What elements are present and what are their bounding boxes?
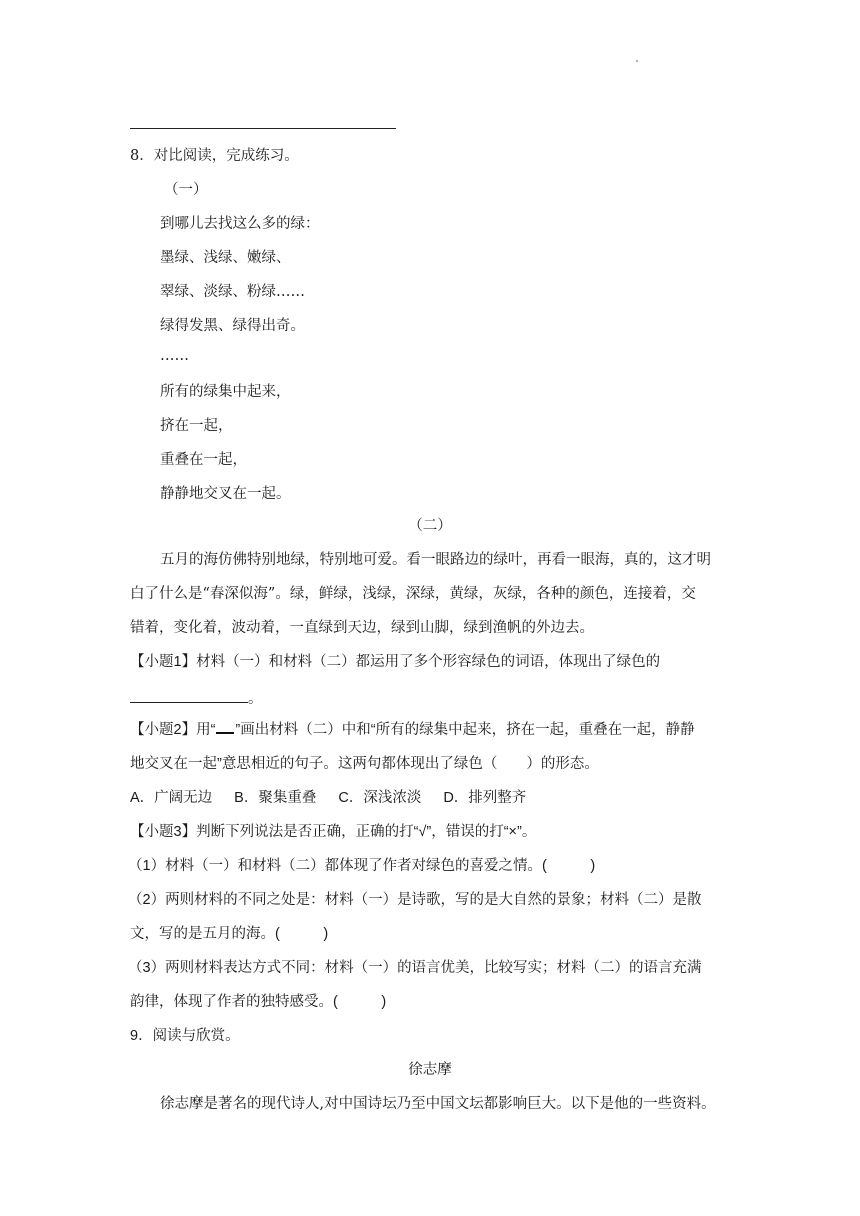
answer-blank[interactable] [130, 688, 248, 703]
underline-mark [216, 720, 234, 734]
sub-question-label: 【小题1】 [130, 654, 197, 670]
q9-paragraph: 徐志摩是著名的现代诗人,对中国诗坛乃至中国文坛都影响巨大。以下是他的一些资料。 [160, 1096, 716, 1112]
material-1-heading: （一） [164, 182, 208, 198]
prose-line: 白了什么是“春深似海”。绿，鲜绿，浅绿，深绿，黄绿，灰绿，各种的颜色，连接着，交 [130, 586, 696, 602]
sub-question-2 [130, 720, 695, 740]
sub-question-2-line2: 地交叉在一起”意思相近的句子。这两句都体现出了绿色（ ）的形态。 [130, 756, 599, 772]
judge-item-2-cont: 文，写的是五月的海。( ) [130, 926, 329, 942]
poem-line: 墨绿、浅绿、嫩绿、 [160, 250, 291, 266]
judge-item-3: （3）两则材料表达方式不同：材料（一）的语言优美，比较写实；材料（二）的语言充满 [128, 960, 702, 976]
answer-line [130, 128, 396, 129]
sub-question-label: 【小题3】 [130, 824, 197, 840]
q9-heading: 徐志摩 [408, 1062, 452, 1078]
sub-question-3 [130, 822, 536, 842]
period: 。 [248, 691, 263, 707]
sub-question-text: 判断下列说法是否正确，正确的打“√”，错误的打“×”。 [196, 824, 537, 840]
poem-line: 重叠在一起， [160, 452, 247, 468]
poem-line: 挤在一起， [160, 418, 233, 434]
judge-item-2: （2）两则材料的不同之处是：材料（一）是诗歌，写的是大自然的景象；材料（二）是散 [128, 892, 702, 908]
option-a[interactable]: A．广阔无边 [130, 790, 213, 806]
material-2-heading: （二） [408, 518, 452, 534]
q8-title: 8．对比阅读，完成练习。 [130, 148, 299, 164]
poem-line: 绿得发黑、绿得出奇。 [160, 318, 305, 334]
option-b[interactable]: B．聚集重叠 [234, 790, 317, 806]
poem-line: 到哪儿去找这么多的绿： [160, 216, 320, 232]
options-row [130, 788, 526, 808]
prose-line: 错着，变化着，波动着，一直绿到天边，绿到山脚，绿到渔帆的外边去。 [130, 620, 594, 636]
poem-line: 所有的绿集中起来， [160, 384, 291, 400]
prose-line: 五月的海仿佛特别地绿，特别地可爱。看一眼路边的绿叶，再看一眼海，真的，这才明 [160, 552, 711, 568]
poem-line: 静静地交叉在一起。 [160, 486, 291, 502]
sub-question-text: ”画出材料（二）中和“所有的绿集中起来，挤在一起，重叠在一起，静静 [235, 722, 695, 738]
page-dot [636, 60, 638, 62]
poem-line: 翠绿、淡绿、粉绿…… [160, 284, 305, 300]
option-c[interactable]: C．深浅浓淡 [338, 790, 422, 806]
quote-open: 用“ [196, 722, 216, 738]
q9-title: 9．阅读与欣赏。 [130, 1028, 240, 1044]
option-d[interactable]: D．排列整齐 [443, 790, 527, 806]
judge-item-3-cont: 韵律，体现了作者的独特感受。( ) [130, 994, 387, 1010]
sub-question-label: 【小题2】 [130, 722, 197, 738]
sub-question-text: 材料（一）和材料（二）都运用了多个形容绿色的词语，体现出了绿色的 [196, 654, 661, 670]
answer-blank-line [130, 688, 263, 709]
sub-question-1 [130, 652, 660, 672]
judge-item-1: （1）材料（一）和材料（二）都体现了作者对绿色的喜爱之情。( ) [128, 858, 596, 874]
poem-line: …… [160, 348, 189, 364]
